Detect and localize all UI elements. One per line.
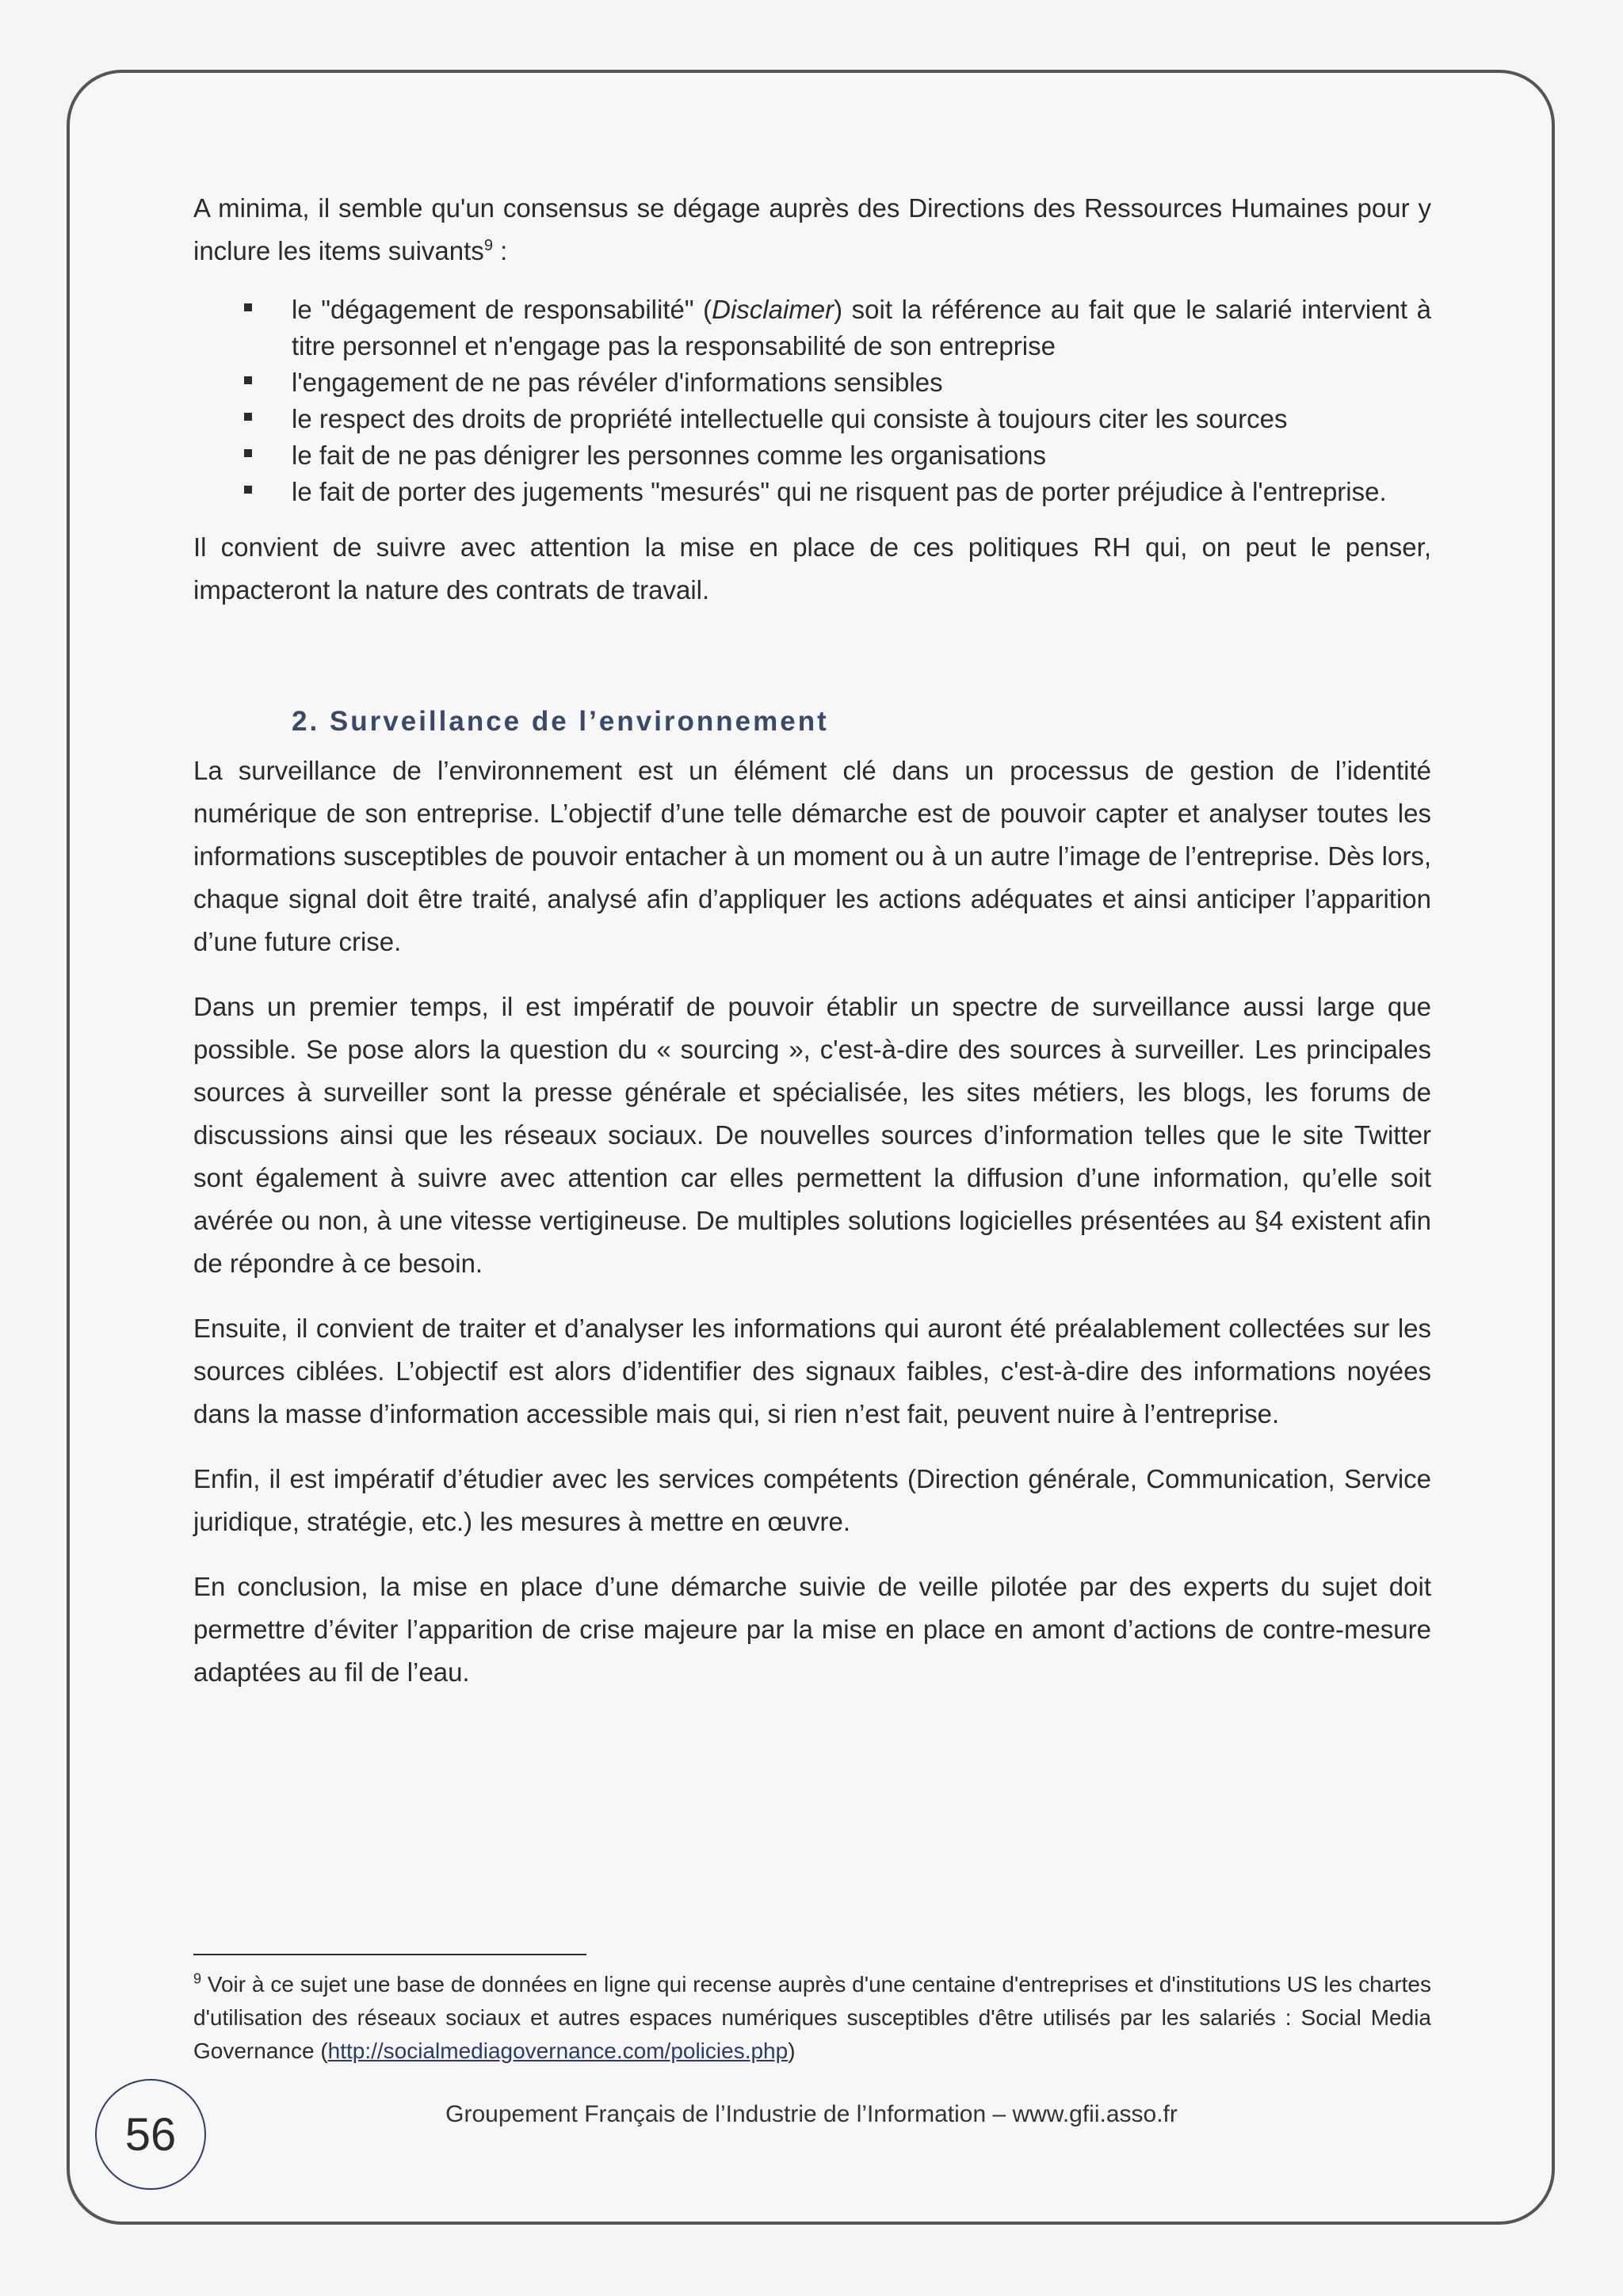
list-item: le fait de porter des jugements "mesurés" qui ne risquent pas de porter préjudice à l'entreprise. xyxy=(193,474,1431,510)
page-footer: Groupement Français de l’Industrie de l’Information – www.gfii.asso.fr xyxy=(445,2101,1178,2127)
items-list xyxy=(193,292,1431,510)
intro-paragraph: A minima, il semble qu'un consensus se dégage auprès des Directions des Ressources Humaines pour y inclure les items suivants$^9$ : xyxy=(193,193,1431,265)
body-paragraph: Ensuite, il convient de traiter et d’analyser les informations qui auront été préalablement collectées sur les sources ciblées. L’objectif est alors d’identifier des signaux faibles, c'est-à-dire des informations noyées dans la masse d’information accessible mais qui, si rien n’est fait, peuvent nuire à l’entreprise. xyxy=(193,1314,1431,1428)
section-heading: 2. Surveillance de l’environnement xyxy=(292,706,829,737)
footnote-ref[interactable]: 9 xyxy=(483,237,493,254)
page-number-badge xyxy=(95,2079,206,2190)
square-bullet-icon xyxy=(244,376,252,384)
body-paragraph: Dans un premier temps, il est impératif de pouvoir établir un spectre de surveillance aussi large que possible. Se pose alors la question du « sourcing », c'est-à-dire des sources à surveiller. Les principales sources à surveiller sont la presse générale et spécialisée, les sites métiers, les blogs, les forums de discussions ainsi que les réseaux sociaux. De nouvelles sources d’information telles que le site Twitter sont également à suivre avec attention car elles permettent la diffusion d’une information, qu’elle soit avérée ou non, à une vitesse vertigineuse. De multiples solutions logicielles présentées au §4 existent afin de répondre à ce besoin. xyxy=(193,992,1431,1278)
body-paragraph: En conclusion, la mise en place d’une démarche suivie de veille pilotée par des experts du sujet doit permettre d’éviter l’apparition de crise majeure par la mise en place en amont d’actions de contre-mesure adaptées au fil de l’eau. xyxy=(193,1572,1431,1687)
rh-conclusion-paragraph: Il convient de suivre avec attention la mise en place de ces politiques RH qui, on peut le penser, impacteront la nature des contrats de travail. xyxy=(193,532,1431,605)
list-item: le fait de ne pas dénigrer les personnes comme les organisations xyxy=(193,437,1431,474)
footnote-link[interactable]: http://socialmediagovernance.com/policies.php xyxy=(327,2039,789,2063)
square-bullet-icon xyxy=(244,413,252,421)
square-bullet-icon xyxy=(244,303,252,311)
body-paragraph: Enfin, il est impératif d’étudier avec les services compétents (Direction générale, Communication, Service juridique, stratégie, etc.) les mesures à mettre en œuvre. xyxy=(193,1464,1431,1536)
square-bullet-icon xyxy=(244,486,252,494)
page-number: 56 xyxy=(124,2108,177,2161)
list-item: l'engagement de ne pas révéler d'informations sensibles xyxy=(193,364,1431,401)
footnote-number: 9 xyxy=(193,1970,202,1987)
list-item: le respect des droits de propriété intellectuelle qui consiste à toujours citer les sources xyxy=(193,401,1431,437)
square-bullet-icon xyxy=(244,449,252,457)
list-item: le "dégagement de responsabilité" (Disclaimer) soit la référence au fait que le salarié intervient à titre personnel et n'engage pas la responsabilité de son entreprise xyxy=(193,292,1431,364)
page-content xyxy=(193,187,1431,1716)
body-paragraph: La surveillance de l’environnement est un élément clé dans un processus de gestion de l’identité numérique de son entreprise. L’objectif d’une telle démarche est de pouvoir capter et analyser toutes les informations susceptibles de pouvoir entacher à un moment ou à un autre l’image de l’entreprise. Dès lors, chaque signal doit être traité, analysé afin d’appliquer les actions adéquates et ainsi anticiper l’apparition d’une future crise. xyxy=(193,756,1431,956)
footnote-separator xyxy=(193,1954,586,1955)
footnote: $^9$ Voir à ce sujet une base de données en ligne qui recense auprès d'une centaine d'entreprises et d'institutions US les chartes d'utilisation des réseaux sociaux et autres espaces numériques susceptibles d'être utilisés par les salariés : Social Media Governance (http://socialmediagovernance.com/policies.php) xyxy=(193,1970,1431,2063)
